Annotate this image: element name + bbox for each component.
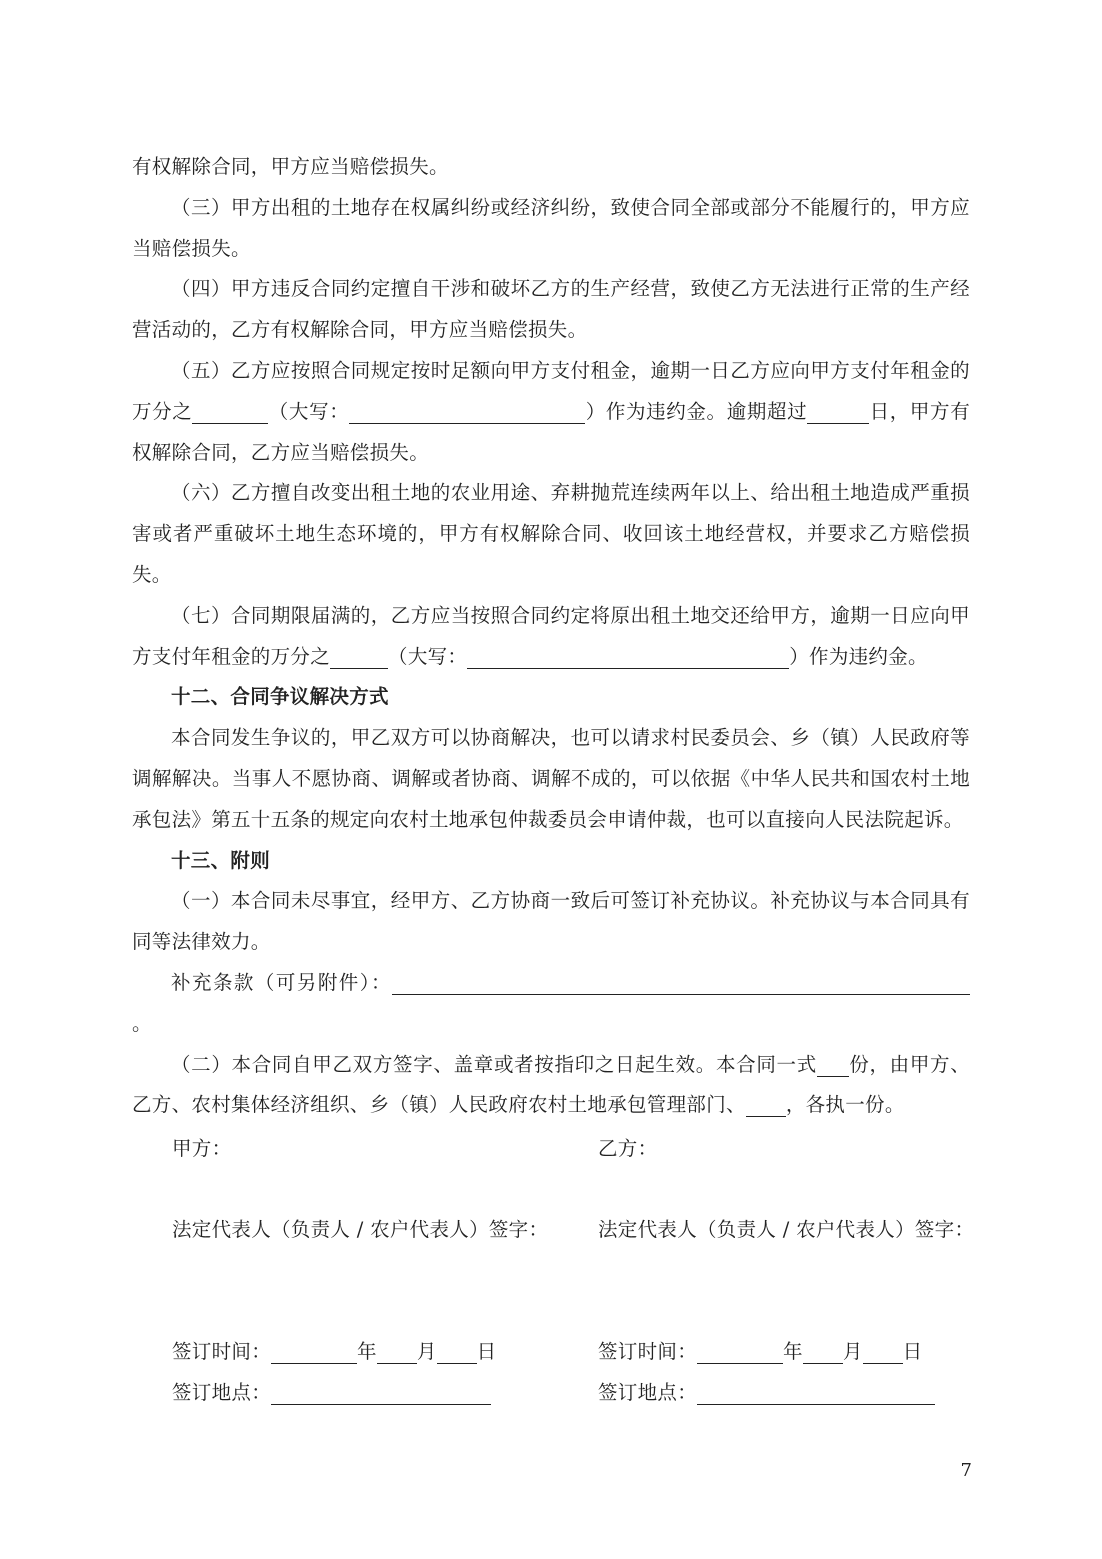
year-label: 年 bbox=[357, 1340, 377, 1363]
blank-return-penalty-capital bbox=[467, 642, 789, 669]
supplementary-end: 。 bbox=[132, 1011, 152, 1035]
blank-month bbox=[377, 1337, 417, 1364]
section-13-heading: 十三、附则 bbox=[171, 848, 271, 872]
clause-5-text-b: （大写： bbox=[268, 399, 350, 423]
sign-place-label: 签订地点： bbox=[172, 1381, 272, 1404]
sign-date-label: 签订时间： bbox=[172, 1340, 272, 1363]
page-number: 7 bbox=[960, 1460, 972, 1481]
blank-return-penalty-rate bbox=[330, 642, 388, 669]
clause-6: （六）乙方擅自改变出租土地的农业用途、弃耕抛荒连续两年以上、给出租土地造成严重损害或者严重破坏土地生态环境的，甲方有权解除合同、收回该土地经营权，并要求乙方赔偿损失。 bbox=[132, 481, 970, 586]
section-12-text: 本合同发生争议的，甲乙双方可以协商解决，也可以请求村民委员会、乡（镇）人民政府等调解解决。当事人不愿协商、调解或者协商、调解不成的，可以依据《中华人民共和国农村土地承包法》第五十五条的规定向农村土地承包仲裁委员会申请仲裁，也可以直接向人民法院起诉。 bbox=[132, 726, 970, 831]
supplementary-terms bbox=[132, 963, 970, 1045]
year-label: 年 bbox=[783, 1340, 803, 1363]
party-b-rep-signature: 法定代表人（负责人 / 农户代表人）签字： bbox=[598, 1218, 975, 1241]
blank-copies bbox=[817, 1050, 849, 1077]
clause-7-text-b: （大写： bbox=[388, 644, 468, 668]
day-label: 日 bbox=[902, 1340, 923, 1363]
clause-7 bbox=[132, 596, 970, 678]
sign-date-label: 签订时间： bbox=[598, 1340, 698, 1363]
blank-year bbox=[271, 1337, 357, 1364]
party-a-label: 甲方： bbox=[172, 1137, 232, 1160]
blank-year bbox=[697, 1337, 783, 1364]
clause-5-text-c: ）作为违约金。逾期超过 bbox=[585, 399, 808, 423]
clause-2-text-a: （二）本合同自甲乙双方签字、盖章或者按指印之日起生效。本合同一式 bbox=[171, 1052, 817, 1076]
section-12-heading: 十二、合同争议解决方式 bbox=[171, 685, 389, 709]
blank-overdue-days bbox=[807, 397, 869, 424]
contract-body bbox=[132, 147, 970, 1126]
day-label: 日 bbox=[476, 1340, 497, 1363]
party-b-sign-place bbox=[598, 1377, 935, 1405]
month-label: 月 bbox=[416, 1340, 437, 1363]
blank-penalty-rate bbox=[192, 397, 268, 424]
clause-5-text-d: 日，甲方有权解除合同，乙方应当赔偿损失。 bbox=[132, 399, 970, 464]
blank-day bbox=[863, 1337, 903, 1364]
party-a-sign-place bbox=[172, 1377, 491, 1405]
party-a-sign-date bbox=[172, 1336, 496, 1364]
clause-5 bbox=[132, 351, 970, 473]
clause-2-text-b: 份，由甲方、乙方、农村集体经济组织、乡（镇）人民政府农村土地承包管理部门、 bbox=[132, 1052, 970, 1117]
para-continued: 有权解除合同，甲方应当赔偿损失。 bbox=[132, 155, 449, 178]
month-label: 月 bbox=[842, 1340, 863, 1363]
clause-7-text-a: （七）合同期限届满的，乙方应当按照合同约定将原出租土地交还给甲方，逾期一日应向甲方支付年租金的万分之 bbox=[132, 603, 970, 668]
supplementary-label: 补充条款（可另附件）： bbox=[171, 970, 392, 994]
blank-other-holder bbox=[746, 1090, 786, 1117]
blank-month bbox=[803, 1337, 843, 1364]
clause-2-text-c: ，各执一份。 bbox=[785, 1093, 905, 1117]
clause-4: （四）甲方违反合同约定擅自干涉和破坏乙方的生产经营，致使乙方无法进行正常的生产经营活动的，乙方有权解除合同，甲方应当赔偿损失。 bbox=[132, 277, 970, 342]
clause-7-text-c: ）作为违约金。 bbox=[789, 644, 928, 668]
party-a-rep-signature: 法定代表人（负责人 / 农户代表人）签字： bbox=[172, 1218, 549, 1241]
party-b-sign-date bbox=[598, 1336, 922, 1364]
section-13-clause-1: （一）本合同未尽事宜，经甲方、乙方协商一致后可签订补充协议。补充协议与本合同具有同等法律效力。 bbox=[132, 889, 970, 954]
blank-supplementary-terms bbox=[392, 968, 970, 995]
blank-place bbox=[271, 1378, 491, 1405]
blank-day bbox=[437, 1337, 477, 1364]
sign-place-label: 签订地点： bbox=[598, 1381, 698, 1404]
clause-5-text-a: （五）乙方应按照合同规定按时足额向甲方支付租金，逾期一日乙方应向甲方支付年租金的万分之 bbox=[132, 358, 970, 423]
clause-3: （三）甲方出租的土地存在权属纠纷或经济纠纷，致使合同全部或部分不能履行的，甲方应当赔偿损失。 bbox=[132, 195, 970, 260]
blank-penalty-rate-capital bbox=[349, 397, 585, 424]
section-13-clause-2 bbox=[132, 1045, 970, 1127]
blank-place bbox=[697, 1378, 935, 1405]
party-b-label: 乙方： bbox=[598, 1137, 658, 1160]
